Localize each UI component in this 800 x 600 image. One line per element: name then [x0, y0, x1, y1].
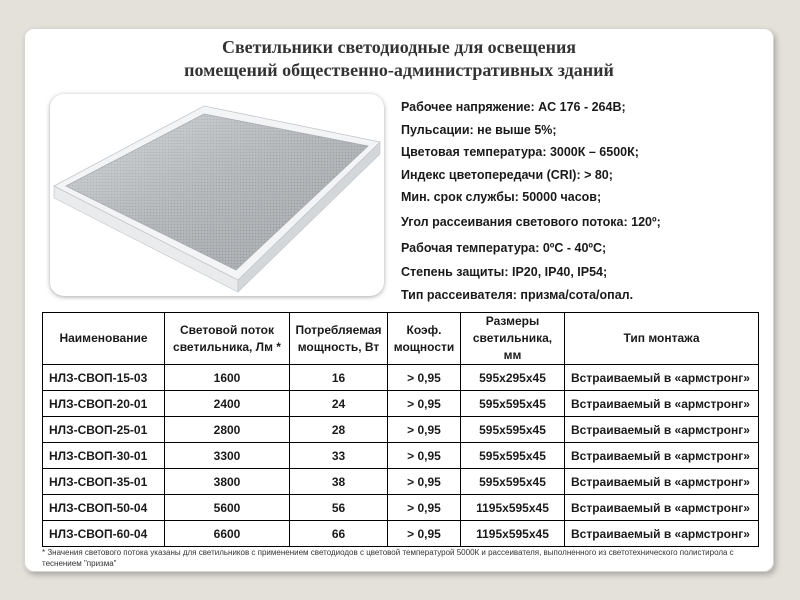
cell-power-factor: > 0,95 [388, 391, 461, 417]
spec-diffuser: Тип рассеивателя: призма/сота/опал. [401, 287, 634, 302]
spec-list [401, 96, 771, 306]
cell-power-factor: > 0,95 [388, 521, 461, 547]
header-power-factor: Коэф. мощности [388, 313, 461, 365]
cell-mounting: Встраиваемый в «армстронг» [565, 443, 759, 469]
cell-name: НЛЗ-СВОП-20-01 [43, 391, 165, 417]
cell-flux: 2800 [165, 417, 290, 443]
spec-cri: Индекс цветопередачи (CRI): > 80; [401, 167, 613, 182]
cell-flux: 5600 [165, 495, 290, 521]
cell-dimensions: 595x595x45 [461, 417, 565, 443]
spec-protection: Степень защиты: IP20, IP40, IP54; [401, 264, 608, 279]
header-dimensions: Размеры светильника, мм [461, 313, 565, 365]
cell-power-factor: > 0,95 [388, 443, 461, 469]
table-row [43, 521, 759, 547]
table-row [43, 365, 759, 391]
cell-mounting: Встраиваемый в «армстронг» [565, 365, 759, 391]
cell-name: НЛЗ-СВОП-25-01 [43, 417, 165, 443]
cell-flux: 3300 [165, 443, 290, 469]
cell-dimensions: 595x595x45 [461, 443, 565, 469]
cell-mounting: Встраиваемый в «армстронг» [565, 469, 759, 495]
footnote: * Значения светового потока указаны для светильников с применением светодиодов с цветовой температурой 5000К и рассеивателя, выполненного из светотехнического полистирола с теснением "призма" [42, 548, 734, 568]
cell-dimensions: 595x595x45 [461, 391, 565, 417]
cell-dimensions: 595x295x45 [461, 365, 565, 391]
title-line-2: помещений общественно-административных зданий [184, 60, 614, 80]
product-photo [50, 94, 384, 296]
cell-power: 16 [290, 365, 388, 391]
cell-name: НЛЗ-СВОП-35-01 [43, 469, 165, 495]
spec-voltage: Рабочее напряжение: AC 176 - 264В; [401, 100, 626, 114]
cell-power-factor: > 0,95 [388, 365, 461, 391]
table-row [43, 443, 759, 469]
cell-flux: 3800 [165, 469, 290, 495]
spec-color-temperature: Цветовая температура: 3000К – 6500К; [401, 145, 639, 160]
cell-power-factor: > 0,95 [388, 495, 461, 521]
cell-name: НЛЗ-СВОП-30-01 [43, 443, 165, 469]
cell-power-factor: > 0,95 [388, 417, 461, 443]
cell-name: НЛЗ-СВОП-50-04 [43, 495, 165, 521]
cell-flux: 2400 [165, 391, 290, 417]
header-name: Наименование [43, 313, 165, 365]
table-row [43, 417, 759, 443]
cell-flux: 1600 [165, 365, 290, 391]
spec-lifetime: Мин. срок службы: 50000 часов; [401, 190, 602, 205]
spec-beam-angle: Угол рассеивания светового потока: 120º; [401, 214, 661, 229]
spec-ripple: Пульсации: не выше 5%; [401, 122, 557, 137]
cell-mounting: Встраиваемый в «армстронг» [565, 391, 759, 417]
cell-power-factor: > 0,95 [388, 469, 461, 495]
cell-power: 66 [290, 521, 388, 547]
cell-dimensions: 1195x595x45 [461, 521, 565, 547]
cell-mounting: Встраиваемый в «армстронг» [565, 495, 759, 521]
cell-mounting: Встраиваемый в «армстронг» [565, 521, 759, 547]
table-header-row [43, 313, 759, 365]
cell-name: НЛЗ-СВОП-60-04 [43, 521, 165, 547]
slide [24, 28, 774, 572]
cell-power: 38 [290, 469, 388, 495]
table-row [43, 495, 759, 521]
title-line-1: Светильники светодиодные для освещения [221, 37, 577, 57]
cell-flux: 6600 [165, 521, 290, 547]
product-table [42, 312, 759, 547]
header-mounting: Тип монтажа [565, 313, 759, 365]
cell-power: 28 [290, 417, 388, 443]
cell-dimensions: 1195x595x45 [461, 495, 565, 521]
header-flux: Световой поток светильника, Лм * [165, 313, 290, 365]
table-row [43, 391, 759, 417]
led-panel-luminaire-photo-icon [50, 94, 384, 296]
cell-power: 33 [290, 443, 388, 469]
slide-title [24, 36, 774, 82]
cell-power: 24 [290, 391, 388, 417]
cell-name: НЛЗ-СВОП-15-03 [43, 365, 165, 391]
cell-dimensions: 595x595x45 [461, 469, 565, 495]
spec-operating-temperature: Рабочая температура: 0ºС - 40ºС; [401, 240, 607, 255]
table-row [43, 469, 759, 495]
cell-mounting: Встраиваемый в «армстронг» [565, 417, 759, 443]
cell-power: 56 [290, 495, 388, 521]
header-power: Потребляемая мощность, Вт [290, 313, 388, 365]
